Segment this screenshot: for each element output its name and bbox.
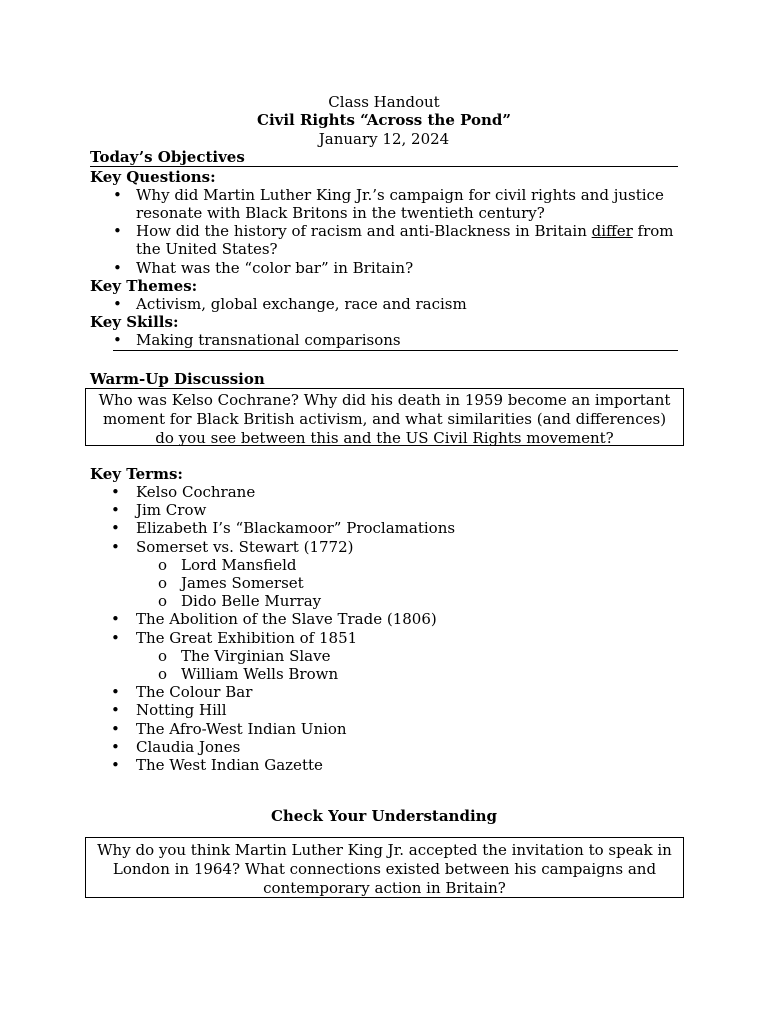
sub-bullet-icon: o	[158, 556, 168, 574]
bullet-icon: •	[111, 483, 120, 501]
key-term-text: Jim Crow	[136, 501, 207, 519]
key-term-text: The Afro-West Indian Union	[136, 720, 347, 738]
warmup-heading: Warm-Up Discussion	[90, 370, 265, 388]
bullet-icon: •	[113, 186, 122, 204]
bullet-icon: •	[113, 259, 122, 277]
key-terms-heading: Key Terms:	[90, 465, 183, 483]
page-title: Civil Rights “Across the Pond”	[257, 111, 511, 129]
key-term-text: James Somerset	[181, 574, 304, 592]
bullet-icon: •	[111, 538, 120, 556]
key-term-text: Elizabeth I’s “Blackamoor” Proclamations	[136, 519, 456, 537]
key-term-text: Dido Belle Murray	[181, 592, 322, 610]
question-2-line-2: the United States?	[136, 240, 278, 258]
bullet-icon: •	[111, 610, 120, 628]
key-skills-label: Key Skills:	[90, 313, 179, 331]
sub-bullet-icon: o	[158, 647, 168, 665]
objectives-top-rule	[90, 166, 678, 167]
question-1-line-1: Why did Martin Luther King Jr.’s campaign for civil rights and justice	[136, 186, 664, 204]
sub-bullet-icon: o	[158, 592, 168, 610]
check-question-box	[85, 837, 684, 898]
key-term-text: The West Indian Gazette	[136, 756, 323, 774]
objectives-bottom-rule	[113, 350, 678, 351]
handout-date: January 12, 2024	[318, 130, 450, 148]
key-term-text: The Abolition of the Slave Trade (1806)	[136, 610, 437, 628]
bullet-icon: •	[111, 701, 120, 719]
warmup-question-box	[85, 388, 684, 446]
key-term-text: The Great Exhibition of 1851	[136, 629, 358, 647]
key-term-text: Kelso Cochrane	[136, 483, 256, 501]
key-term-text: Lord Mansfield	[181, 556, 297, 574]
bullet-icon: •	[113, 331, 122, 349]
bullet-icon: •	[111, 519, 120, 537]
sub-bullet-icon: o	[158, 665, 168, 683]
handout-label: Class Handout	[328, 93, 440, 111]
key-questions-label: Key Questions:	[90, 168, 216, 186]
key-term-text: Notting Hill	[136, 701, 227, 719]
warmup-line-3: do you see between this and the US Civil Rights movement?	[155, 429, 614, 447]
check-heading: Check Your Understanding	[270, 807, 498, 825]
warmup-line-1: Who was Kelso Cochrane? Why did his death in 1959 become an important	[98, 391, 671, 409]
bullet-icon: •	[113, 222, 122, 240]
bullet-icon: •	[111, 738, 120, 756]
question-2-underlined-word: differ	[591, 222, 633, 240]
bullet-icon: •	[111, 501, 120, 519]
bullet-icon: •	[113, 295, 122, 313]
question-3: What was the “color bar” in Britain?	[136, 259, 414, 277]
bullet-icon: •	[111, 756, 120, 774]
bullet-icon: •	[111, 629, 120, 647]
sub-bullet-icon: o	[158, 574, 168, 592]
key-themes-label: Key Themes:	[90, 277, 198, 295]
warmup-line-2: moment for Black British activism, and what similarities (and differences)	[102, 410, 667, 428]
question-2-line-1	[136, 222, 674, 240]
theme-1: Activism, global exchange, race and racism	[136, 295, 467, 313]
objectives-heading: Today’s Objectives	[90, 148, 245, 166]
question-1-line-2: resonate with Black Britons in the twentieth century?	[136, 204, 545, 222]
check-line-1: Why do you think Martin Luther King Jr. accepted the invitation to speak in	[97, 841, 672, 859]
bullet-icon: •	[111, 720, 120, 738]
check-line-2: London in 1964? What connections existed between his campaigns and	[112, 860, 657, 878]
key-term-text: Somerset vs. Stewart (1772)	[136, 538, 354, 556]
key-term-text: The Colour Bar	[136, 683, 253, 701]
bullet-icon: •	[111, 683, 120, 701]
key-term-text: William Wells Brown	[181, 665, 339, 683]
question-2-text-end: from	[632, 222, 674, 240]
check-line-3: contemporary action in Britain?	[263, 879, 506, 897]
question-2-text: How did the history of racism and anti-Blackness in Britain	[136, 222, 592, 240]
key-term-text: The Virginian Slave	[181, 647, 331, 665]
key-term-text: Claudia Jones	[136, 738, 241, 756]
skill-1: Making transnational comparisons	[136, 331, 401, 349]
